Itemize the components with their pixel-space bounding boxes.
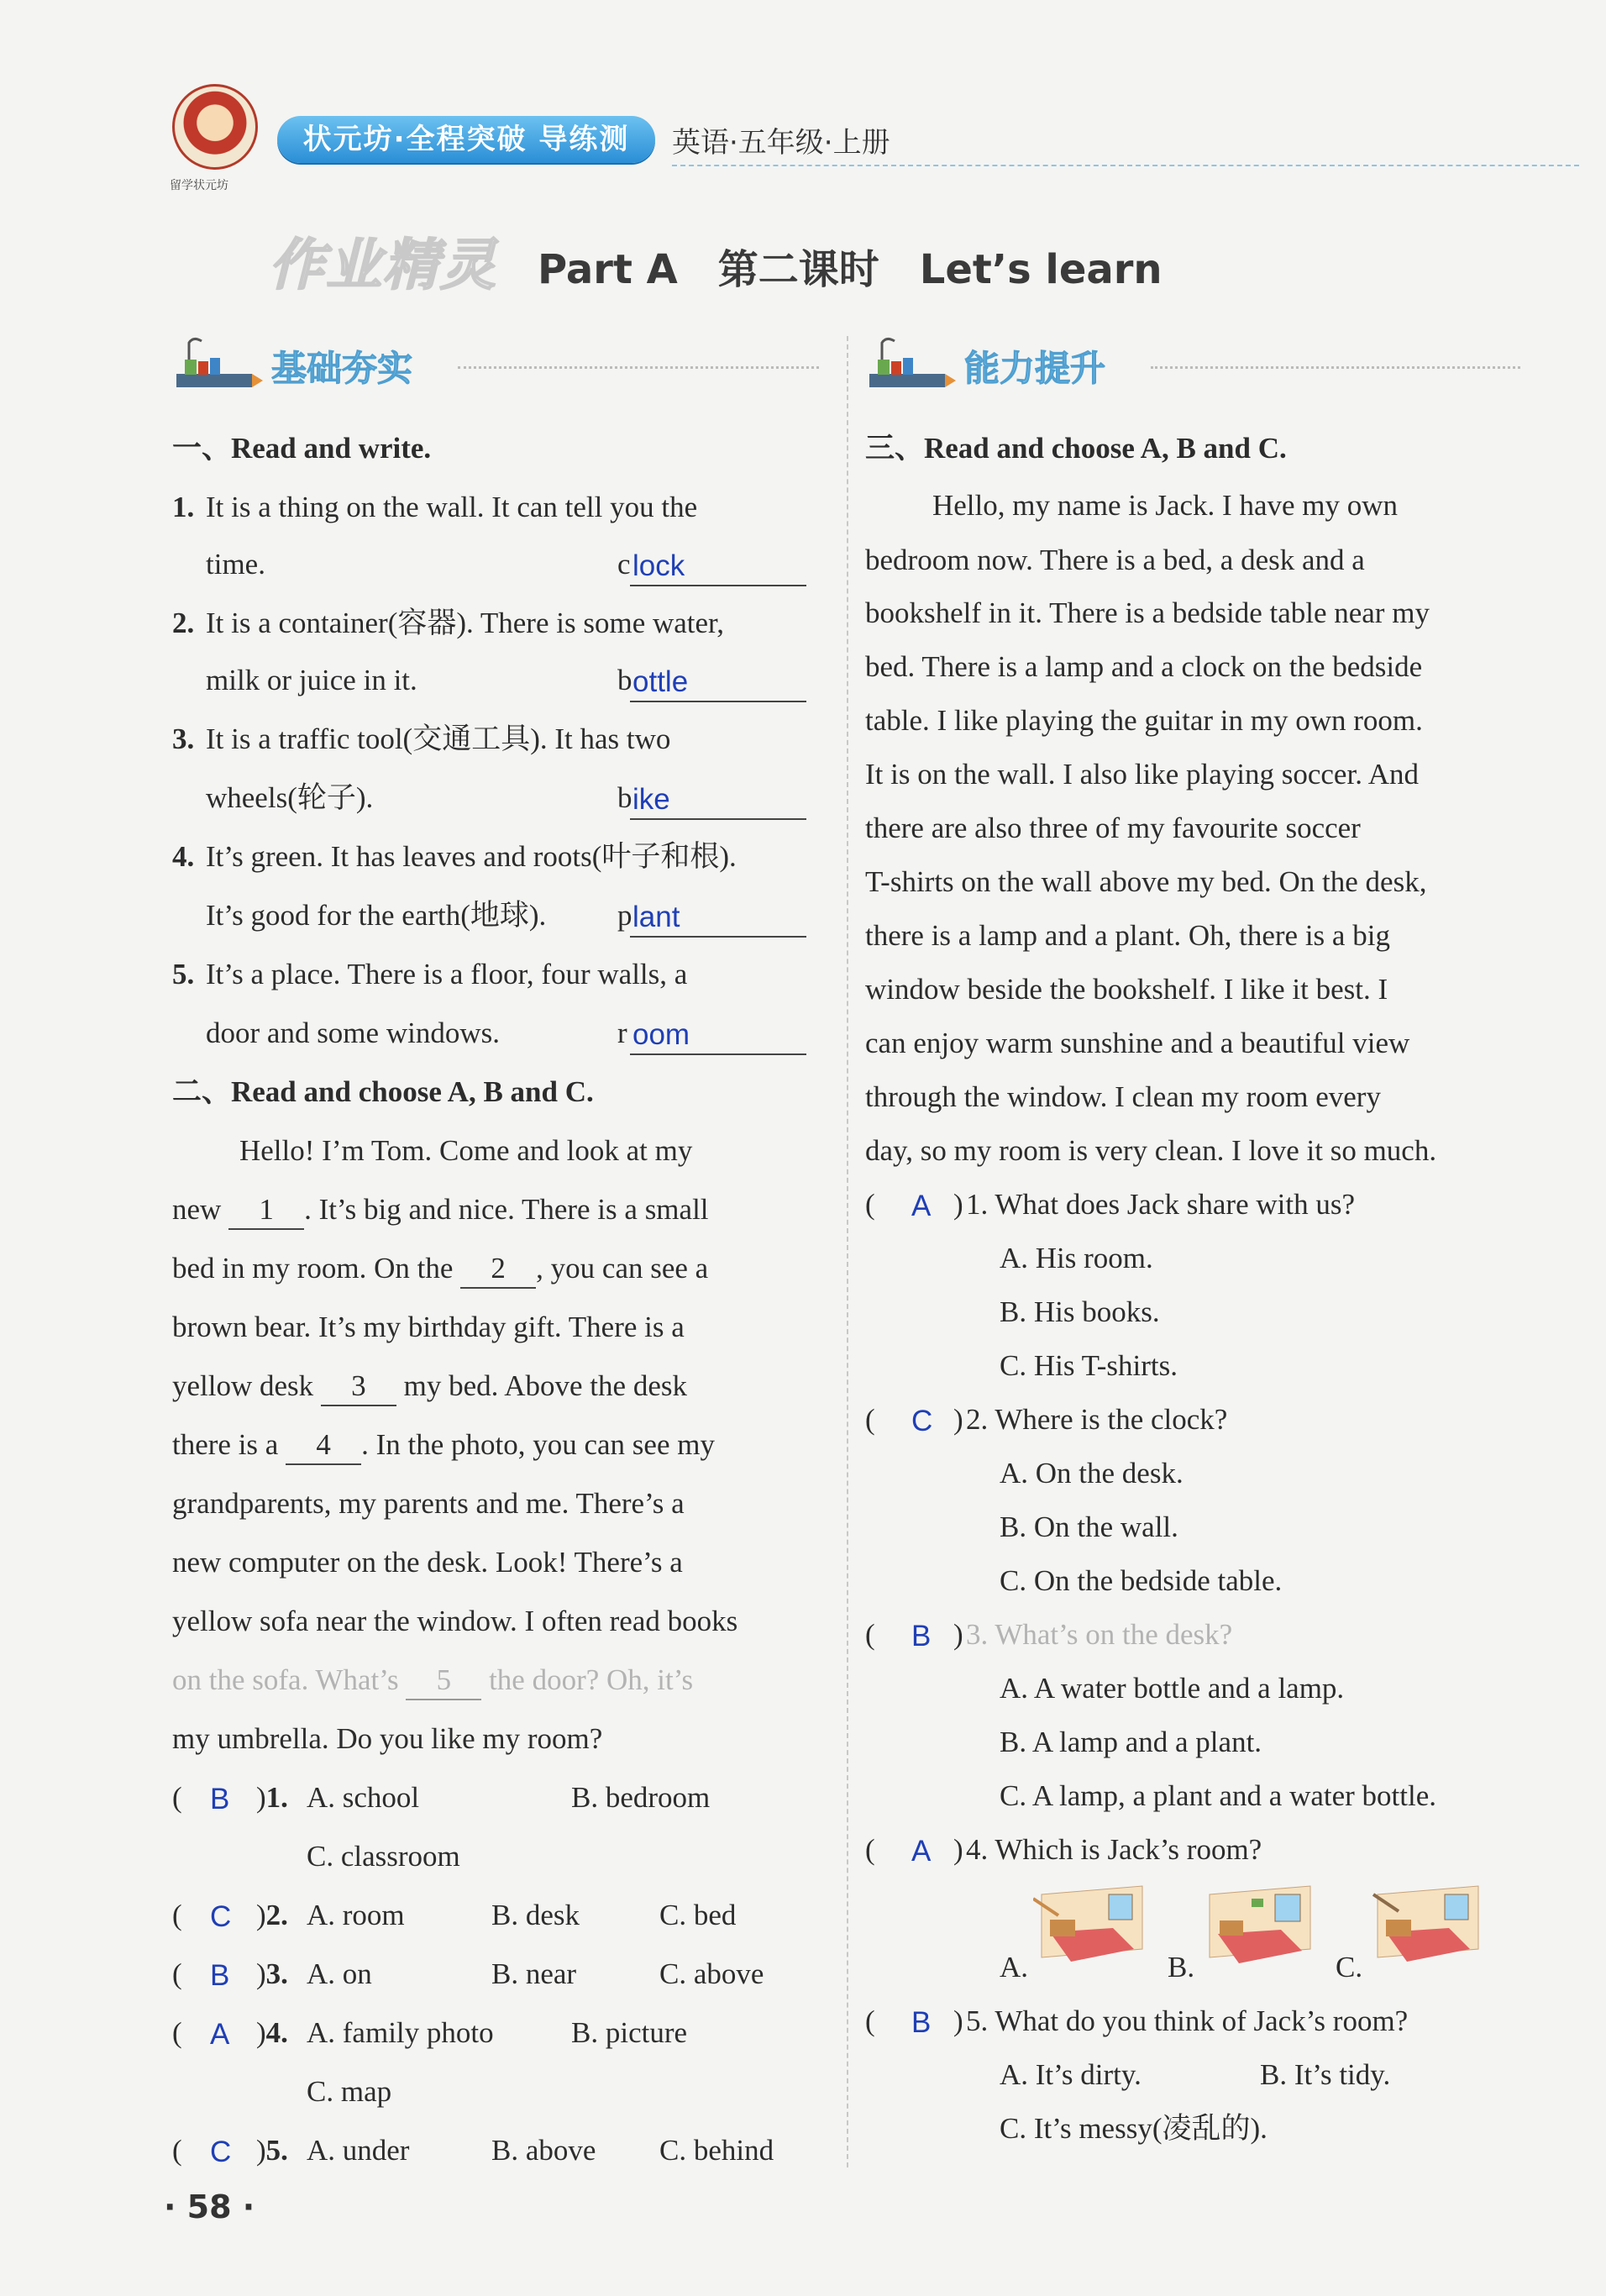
- blank[interactable]: 1: [228, 1191, 304, 1230]
- option-b[interactable]: B.: [1168, 1951, 1195, 1983]
- passage-line: new 1 . It’s big and nice. There is a small: [172, 1191, 709, 1230]
- passage-line: brown bear. It’s my birthday gift. There is a: [172, 1311, 685, 1343]
- option-a[interactable]: A. room: [307, 1899, 405, 1931]
- watermark: 作业精灵: [269, 233, 497, 297]
- left-column: 一、Read and write. 1. It is a thing on the wall. It can tell you the time. c lock 2. It is a container(容器). There is some water, milk or juice in it. b ottle 3. It is a traffic tool(交通工具). It has two wheels(轮子). b ike 4. It’s green. It has leaves and roots(叶子和根). It’s good for the earth(地球). p lant 5. It’s a place. There is a floor, four walls, a door and some windows. r oom 二、Read and choose A, B and C. Hello! I’m Tom. Come and look at my new 1 . It’s big and nice. There is a small bed in my room. On the 2 , you can see a brown bear. It’s my birthday gift. There is a yellow desk 3 my bed. Above the desk there is a 4 . In the photo, you can see my grandparents, my parents and me. There’s a new computer on the desk. Look! There’s a yellow sofa near the window. I often read books on the sofa. What’s 5 the door? Oh, it’s my umbrella. Do you like my room? ( B )1. A. school B. bedroom C. classroom ( C )2. A. room B. desk C. bed ( B )3. A. on B. near C. above ( A )4. A. family photo B. picture C. map ( C )5. A. under B. above C. behind: [172, 0, 836, 2296]
- option-b[interactable]: B. picture: [571, 2016, 688, 2049]
- passage-line: Hello, my name is Jack. I have my own: [932, 489, 1399, 522]
- passage-line: there are also three of my favourite soccer: [865, 812, 1361, 844]
- option-b[interactable]: B. His books.: [1000, 1295, 1160, 1328]
- bedroom-picture-icon[interactable]: [1369, 1882, 1487, 1974]
- item-text: It’s good for the earth(地球).: [206, 899, 547, 932]
- option-a[interactable]: A. His room.: [1000, 1242, 1153, 1274]
- series-banner: 状元坊·全程突破 导练测: [277, 116, 655, 163]
- item-number: 5.: [172, 958, 195, 990]
- passage-line: day, so my room is very clean. I love it so much.: [865, 1134, 1437, 1167]
- option-a[interactable]: A. school: [307, 1781, 420, 1814]
- passage-line: window beside the bookshelf. I like it best. I: [865, 973, 1388, 1006]
- passage-line: there is a lamp and a plant. Oh, there is a big: [865, 919, 1390, 952]
- chosen-answer[interactable]: A: [911, 1835, 932, 1868]
- chosen-answer[interactable]: A: [210, 2018, 230, 2051]
- chosen-answer[interactable]: B: [210, 1783, 230, 1815]
- item-text: It is a container(容器). There is some water,: [206, 607, 725, 639]
- option-a[interactable]: A. family photo: [307, 2016, 494, 2049]
- right-column: 三、Read and choose A, B and C. Hello, my name is Jack. I have my own bedroom now. There is a bed, a desk and a bookshelf in it. There is a bedside table near my bed. There is a lamp and a clock on the bedside table. I like playing the guitar in my own room. It is on the wall. I also like playing soccer. And there are also three of my favourite soccer T-shirts on the wall above my bed. On the desk, there is a lamp and a plant. Oh, there is a big window beside the bookshelf. I like it best. I can enjoy warm sunshine and a beautiful view through the window. I clean my room every day, so my room is very clean. I love it so much. ( A ) 1. What does Jack share with us? A. His room. B. His books. C. His T-shirts. ( C ) 2. Where is the clock? A. On the desk. B. On the wall. C. On the bedside table. ( B ) 3. What’s on the desk? A. A water bottle and a lamp. B. A lamp and a plant. C. A lamp, a plant and a water bottle. ( A ) 4. Which is Jack’s room? A. B. C. ( B ) 5. What do you think of Jack’s room? A. It’s dirty. B. It’s tidy. C. It’s messy(凌乱的).: [865, 0, 1537, 2296]
- option-b[interactable]: B. bedroom: [571, 1781, 711, 1814]
- answer-prefix: b: [617, 781, 632, 814]
- passage-line: my umbrella. Do you like my room?: [172, 1722, 603, 1755]
- item-text: time.: [206, 548, 265, 581]
- answer-line: [630, 936, 806, 938]
- option-c[interactable]: C. map: [307, 2075, 392, 2108]
- passage-line: bedroom now. There is a bed, a desk and a: [865, 544, 1365, 576]
- question-text: 5. What do you think of Jack’s room?: [966, 2004, 1409, 2037]
- bedroom-picture-icon[interactable]: [1201, 1882, 1319, 1974]
- answer-prefix: r: [617, 1017, 627, 1049]
- option-c[interactable]: C. classroom: [307, 1840, 460, 1873]
- passage-line: bed in my room. On the 2 , you can see a: [172, 1250, 708, 1289]
- option-b[interactable]: B. It’s tidy.: [1260, 2058, 1391, 2091]
- blank[interactable]: 5: [406, 1662, 481, 1700]
- chosen-answer[interactable]: C: [210, 2136, 232, 2168]
- option-b[interactable]: B. desk: [491, 1899, 580, 1931]
- question-text: 1. What does Jack share with us?: [966, 1188, 1355, 1221]
- option-c[interactable]: C. His T-shirts.: [1000, 1349, 1178, 1382]
- bedroom-picture-icon[interactable]: [1033, 1882, 1151, 1974]
- blank[interactable]: 2: [460, 1250, 536, 1289]
- option-a[interactable]: A. under: [307, 2134, 410, 2167]
- passage-line: through the window. I clean my room every: [865, 1080, 1381, 1113]
- item-number: 2.: [172, 607, 195, 639]
- item-text: It is a thing on the wall. It can tell you the: [206, 491, 698, 523]
- option-c[interactable]: C. On the bedside table.: [1000, 1564, 1283, 1597]
- passage-line: yellow sofa near the window. I often read books: [172, 1605, 738, 1637]
- passage-line: It is on the wall. I also like playing soccer. And: [865, 758, 1420, 791]
- chosen-answer[interactable]: C: [210, 1900, 232, 1933]
- item-text: It’s green. It has leaves and roots(叶子和根).: [206, 840, 737, 873]
- option-b[interactable]: B. A lamp and a plant.: [1000, 1726, 1262, 1758]
- chosen-answer[interactable]: C: [911, 1405, 933, 1437]
- passage-line: yellow desk 3 my bed. Above the desk: [172, 1368, 687, 1406]
- answer-line: [630, 701, 806, 702]
- passage-line: table. I like playing the guitar in my own room.: [865, 704, 1423, 737]
- item-text: wheels(轮子).: [206, 781, 374, 814]
- item-number: 4.: [172, 840, 195, 873]
- chosen-answer[interactable]: A: [911, 1190, 932, 1222]
- passage-line: Hello! I’m Tom. Come and look at my: [239, 1134, 693, 1167]
- answer-prefix: c: [617, 548, 631, 581]
- filled-answer[interactable]: oom: [632, 1018, 690, 1051]
- option-b[interactable]: B. near: [491, 1957, 577, 1990]
- filled-answer[interactable]: lock: [632, 549, 685, 582]
- answer-line: [630, 1053, 806, 1055]
- subject-label: 英语·五年级·上册: [672, 126, 890, 160]
- page-number: · 58 ·: [164, 2188, 255, 2225]
- passage-line: bookshelf in it. There is a bedside table near my: [865, 596, 1430, 629]
- section-3-heading: 三、Read and choose A, B and C.: [865, 432, 1287, 465]
- section-1-heading: 一、Read and write.: [172, 432, 432, 465]
- option-a[interactable]: A. On the desk.: [1000, 1457, 1184, 1490]
- chosen-answer[interactable]: B: [911, 1620, 932, 1652]
- page-title: Part A 第二课时 Let’s learn: [538, 246, 1163, 293]
- question-text: 3. What’s on the desk?: [966, 1618, 1233, 1651]
- passage-line: new computer on the desk. Look! There’s a: [172, 1546, 683, 1579]
- option-c[interactable]: C. A lamp, a plant and a water bottle.: [1000, 1779, 1437, 1812]
- column-divider: [847, 336, 848, 2167]
- item-number: 3.: [172, 722, 195, 755]
- option-a[interactable]: A.: [1000, 1951, 1029, 1983]
- answer-line: [630, 585, 806, 586]
- question-text: 2. Where is the clock?: [966, 1403, 1228, 1436]
- option-a[interactable]: A. It’s dirty.: [1000, 2058, 1142, 2091]
- logo-caption: 留学状元坊: [170, 179, 228, 192]
- item-text: milk or juice in it.: [206, 664, 417, 696]
- passage-line: T-shirts on the wall above my bed. On the desk,: [865, 865, 1427, 898]
- option-c[interactable]: C. It’s messy(凌乱的).: [1000, 2112, 1267, 2145]
- answer-prefix: p: [617, 899, 632, 932]
- option-c[interactable]: C. bed: [659, 1899, 737, 1931]
- passage-line: bed. There is a lamp and a clock on the bedside: [865, 650, 1423, 683]
- section-2-heading: 二、Read and choose A, B and C.: [172, 1075, 594, 1108]
- option-c[interactable]: C. above: [659, 1957, 764, 1990]
- blank[interactable]: 4: [286, 1426, 361, 1465]
- passage-line: can enjoy warm sunshine and a beautiful view: [865, 1027, 1410, 1059]
- option-b[interactable]: B. above: [491, 2134, 596, 2167]
- answer-prefix: b: [617, 664, 632, 696]
- item-number: 1.: [172, 491, 195, 523]
- passage-line: there is a 4 . In the photo, you can see my: [172, 1426, 715, 1465]
- passage-line: on the sofa. What’s 5 the door? Oh, it’s: [172, 1662, 693, 1700]
- blank[interactable]: 3: [321, 1368, 396, 1406]
- filled-answer[interactable]: lant: [632, 901, 680, 933]
- item-text: door and some windows.: [206, 1017, 500, 1049]
- item-text: It’s a place. There is a floor, four walls, a: [206, 958, 688, 990]
- section-label: 能力提升: [964, 348, 1106, 389]
- passage-line: grandparents, my parents and me. There’s a: [172, 1487, 685, 1520]
- filled-answer[interactable]: ike: [632, 783, 670, 816]
- question-text: 4. Which is Jack’s room?: [966, 1833, 1262, 1866]
- option-a[interactable]: A. A water bottle and a lamp.: [1000, 1672, 1345, 1705]
- item-text: It is a traffic tool(交通工具). It has two: [206, 722, 671, 755]
- answer-line: [630, 818, 806, 820]
- chosen-answer[interactable]: B: [911, 2006, 932, 2039]
- option-b[interactable]: B. On the wall.: [1000, 1511, 1178, 1543]
- option-c[interactable]: C.: [1336, 1951, 1363, 1983]
- filled-answer[interactable]: ottle: [632, 665, 689, 698]
- section-label: 基础夯实: [271, 348, 413, 389]
- option-c[interactable]: C. behind: [659, 2134, 774, 2167]
- option-a[interactable]: A. on: [307, 1957, 372, 1990]
- chosen-answer[interactable]: B: [210, 1959, 230, 1992]
